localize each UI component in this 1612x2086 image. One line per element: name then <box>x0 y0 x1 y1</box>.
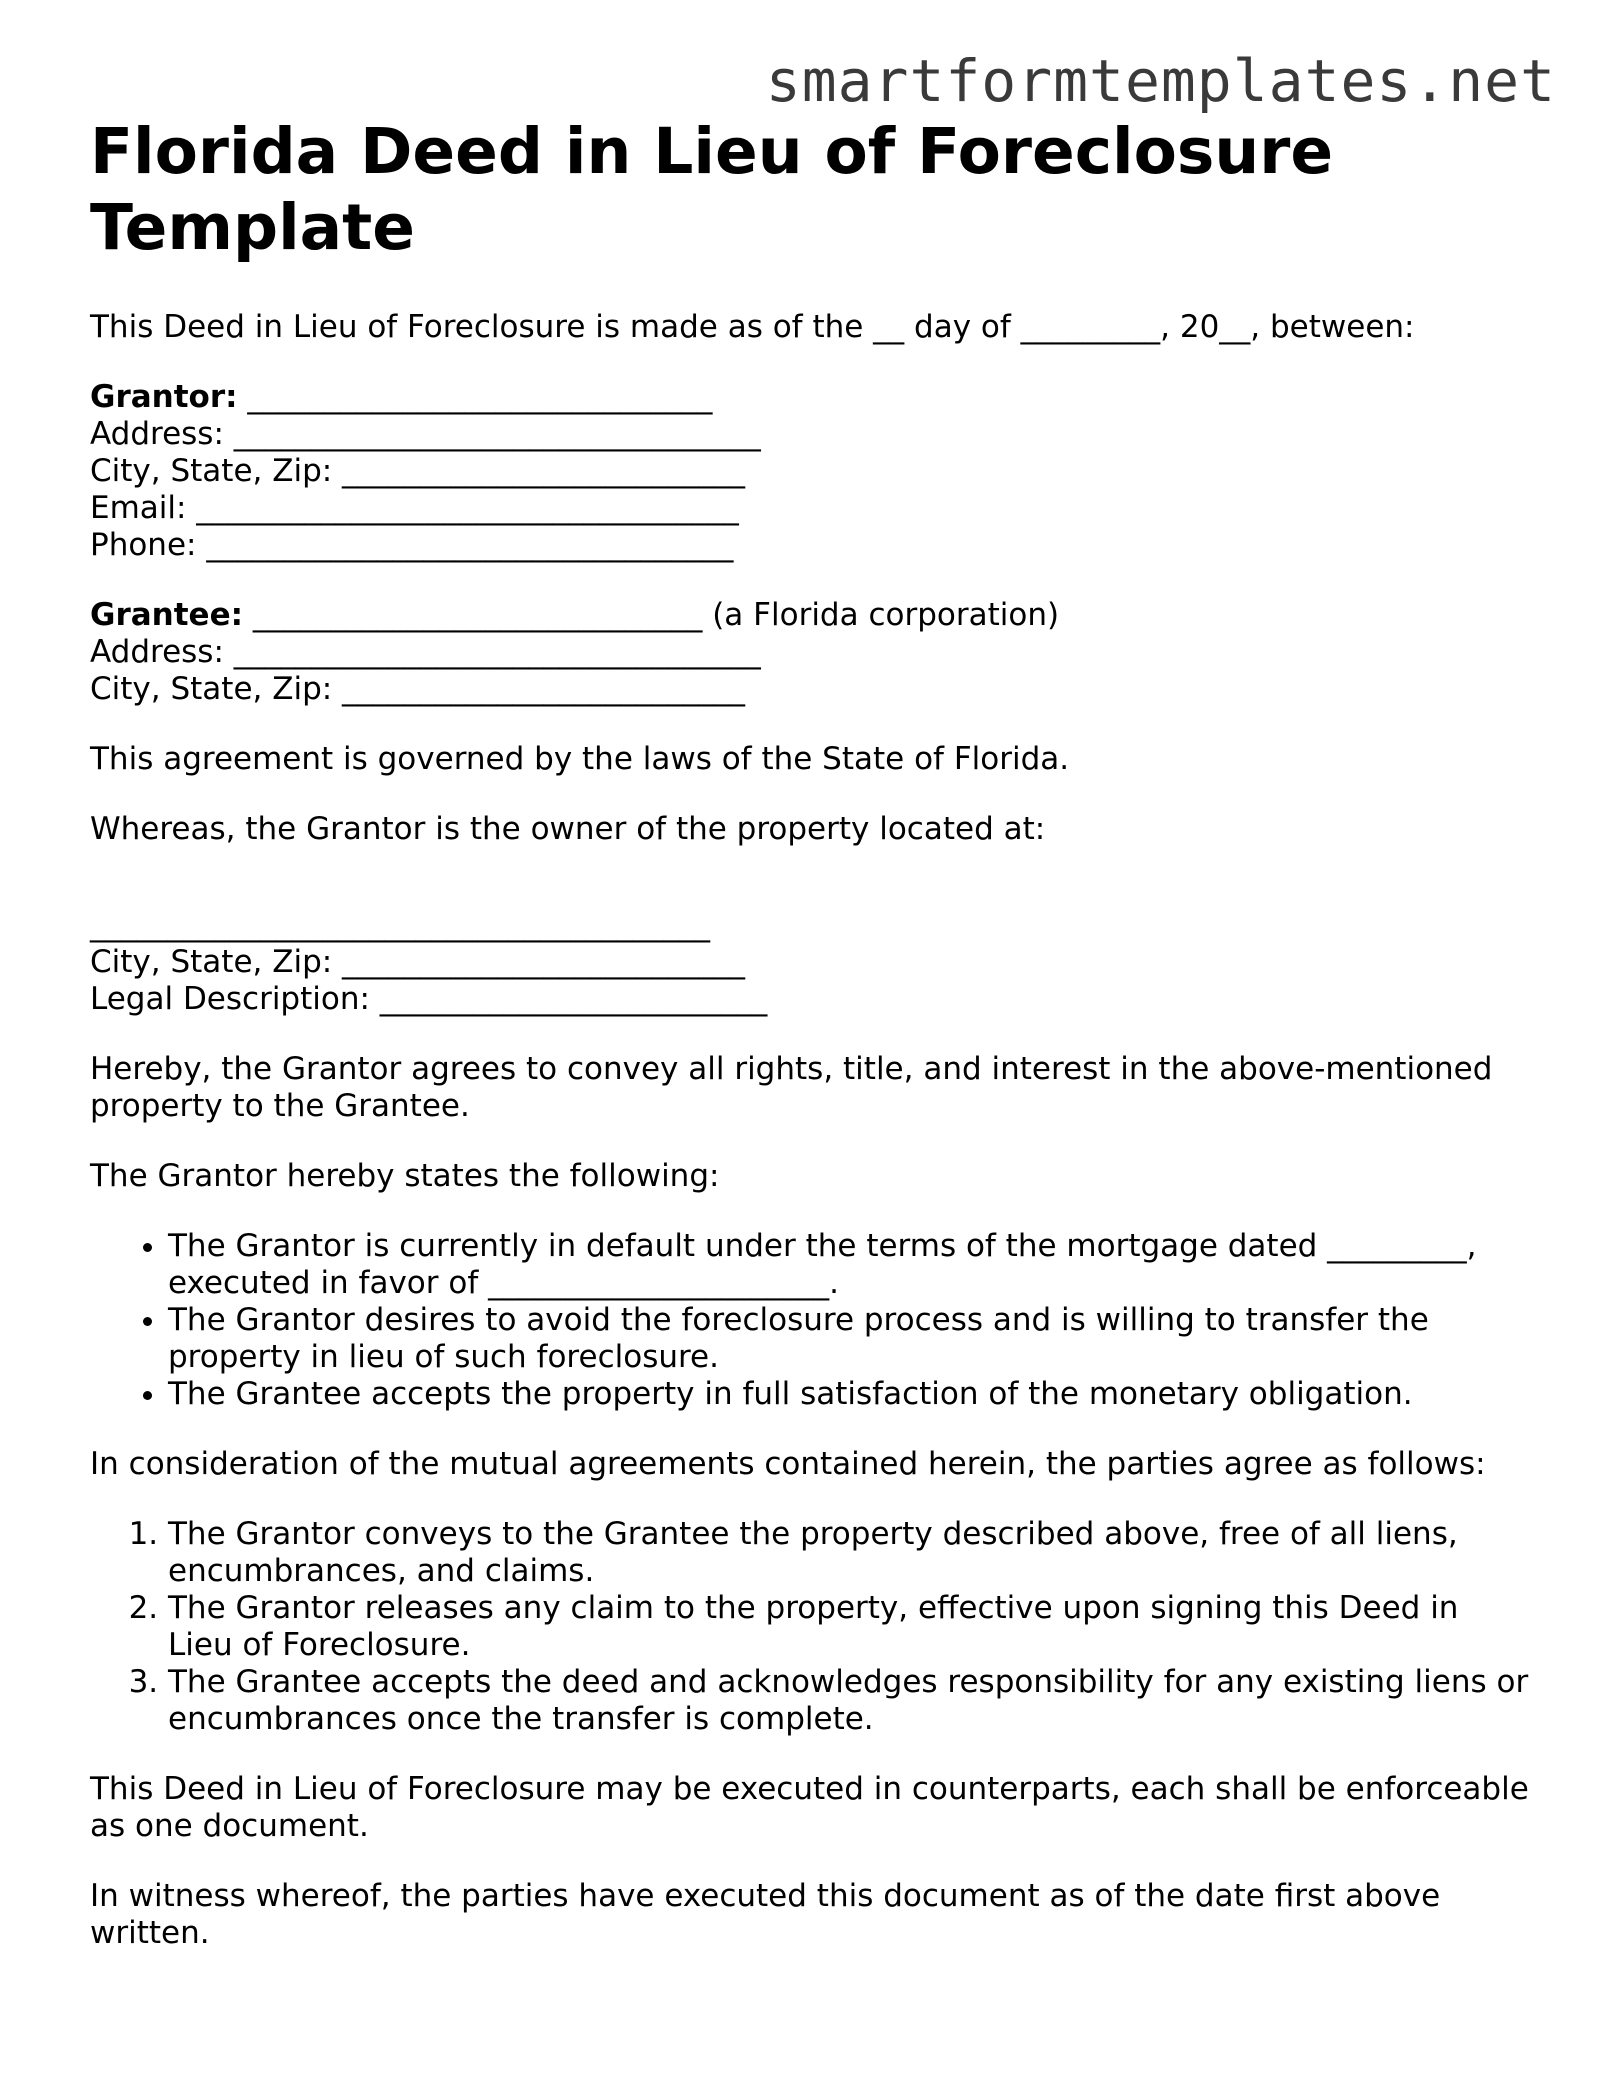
counterparts-paragraph: This Deed in Lieu of Foreclosure may be executed in counterparts, each shall be enforceable as one document. <box>90 1771 1529 1844</box>
grantee-name-line <box>90 597 1530 634</box>
grantor-phone-line: Phone: __________________________________ <box>90 527 734 563</box>
intro-paragraph: This Deed in Lieu of Foreclosure is made as of the __ day of _________, 20__, between: <box>90 309 1415 345</box>
property-legal-line: Legal Description: _________________________ <box>90 981 768 1017</box>
grantor-section <box>90 379 1530 564</box>
hereby-paragraph: Hereby, the Grantor agrees to convey all rights, title, and interest in the above-mentioned property to the Grantee. <box>90 1051 1493 1124</box>
grantee-name-blank: _____________________________ (a Florida corporation) <box>252 597 1060 633</box>
document-body <box>90 114 1530 1952</box>
consideration-paragraph: In consideration of the mutual agreements contained herein, the parties agree as follows: <box>90 1446 1486 1482</box>
grantor-statements-list <box>90 1228 1530 1413</box>
witness-paragraph: In witness whereof, the parties have executed this document as of the date first above written. <box>90 1878 1441 1951</box>
page-title: Florida Deed in Lieu of Foreclosure Template <box>90 115 1334 264</box>
property-section <box>90 907 1530 1018</box>
grantor-name-line <box>90 379 1530 416</box>
grantee-label: Grantee: <box>90 597 243 633</box>
grantee-address-line: Address: __________________________________ <box>90 634 761 670</box>
site-watermark: smartformtemplates.net <box>765 47 1556 115</box>
grantor-email-line: Email: ___________________________________ <box>90 490 739 526</box>
governing-law-paragraph: This agreement is governed by the laws of the State of Florida. <box>90 741 1070 777</box>
whereas-paragraph: Whereas, the Grantor is the owner of the property located at: <box>90 811 1046 847</box>
agreement-terms-list <box>90 1516 1530 1738</box>
statements-intro: The Grantor hereby states the following: <box>90 1158 720 1194</box>
grantor-name-blank: ______________________________ <box>247 379 713 415</box>
property-address-blank: ________________________________________ <box>90 907 710 943</box>
list-item: • The Grantor desires to avoid the foreclosure process and is willing to transfer the property in lieu of such foreclosure. <box>168 1302 1530 1376</box>
grantor-city-line: City, State, Zip: __________________________ <box>90 453 746 489</box>
list-item: 1. The Grantor conveys to the Grantee the property described above, free of all liens, encumbrances, and claims. <box>168 1516 1530 1590</box>
list-item: 3. The Grantee accepts the deed and acknowledges responsibility for any existing liens or encumbrances once the transfer is complete. <box>168 1664 1530 1738</box>
grantor-label: Grantor: <box>90 379 238 415</box>
grantee-city-line: City, State, Zip: __________________________ <box>90 671 746 707</box>
list-item: • The Grantor is currently in default under the terms of the mortgage dated _________, executed in favor of ______________________. <box>168 1228 1530 1302</box>
list-item: • The Grantee accepts the property in full satisfaction of the monetary obligation. <box>168 1376 1530 1413</box>
grantor-address-line: Address: __________________________________ <box>90 416 761 452</box>
grantee-section <box>90 597 1530 708</box>
list-item: 2. The Grantor releases any claim to the property, effective upon signing this Deed in Lieu of Foreclosure. <box>168 1590 1530 1664</box>
property-city-line: City, State, Zip: __________________________ <box>90 944 746 980</box>
